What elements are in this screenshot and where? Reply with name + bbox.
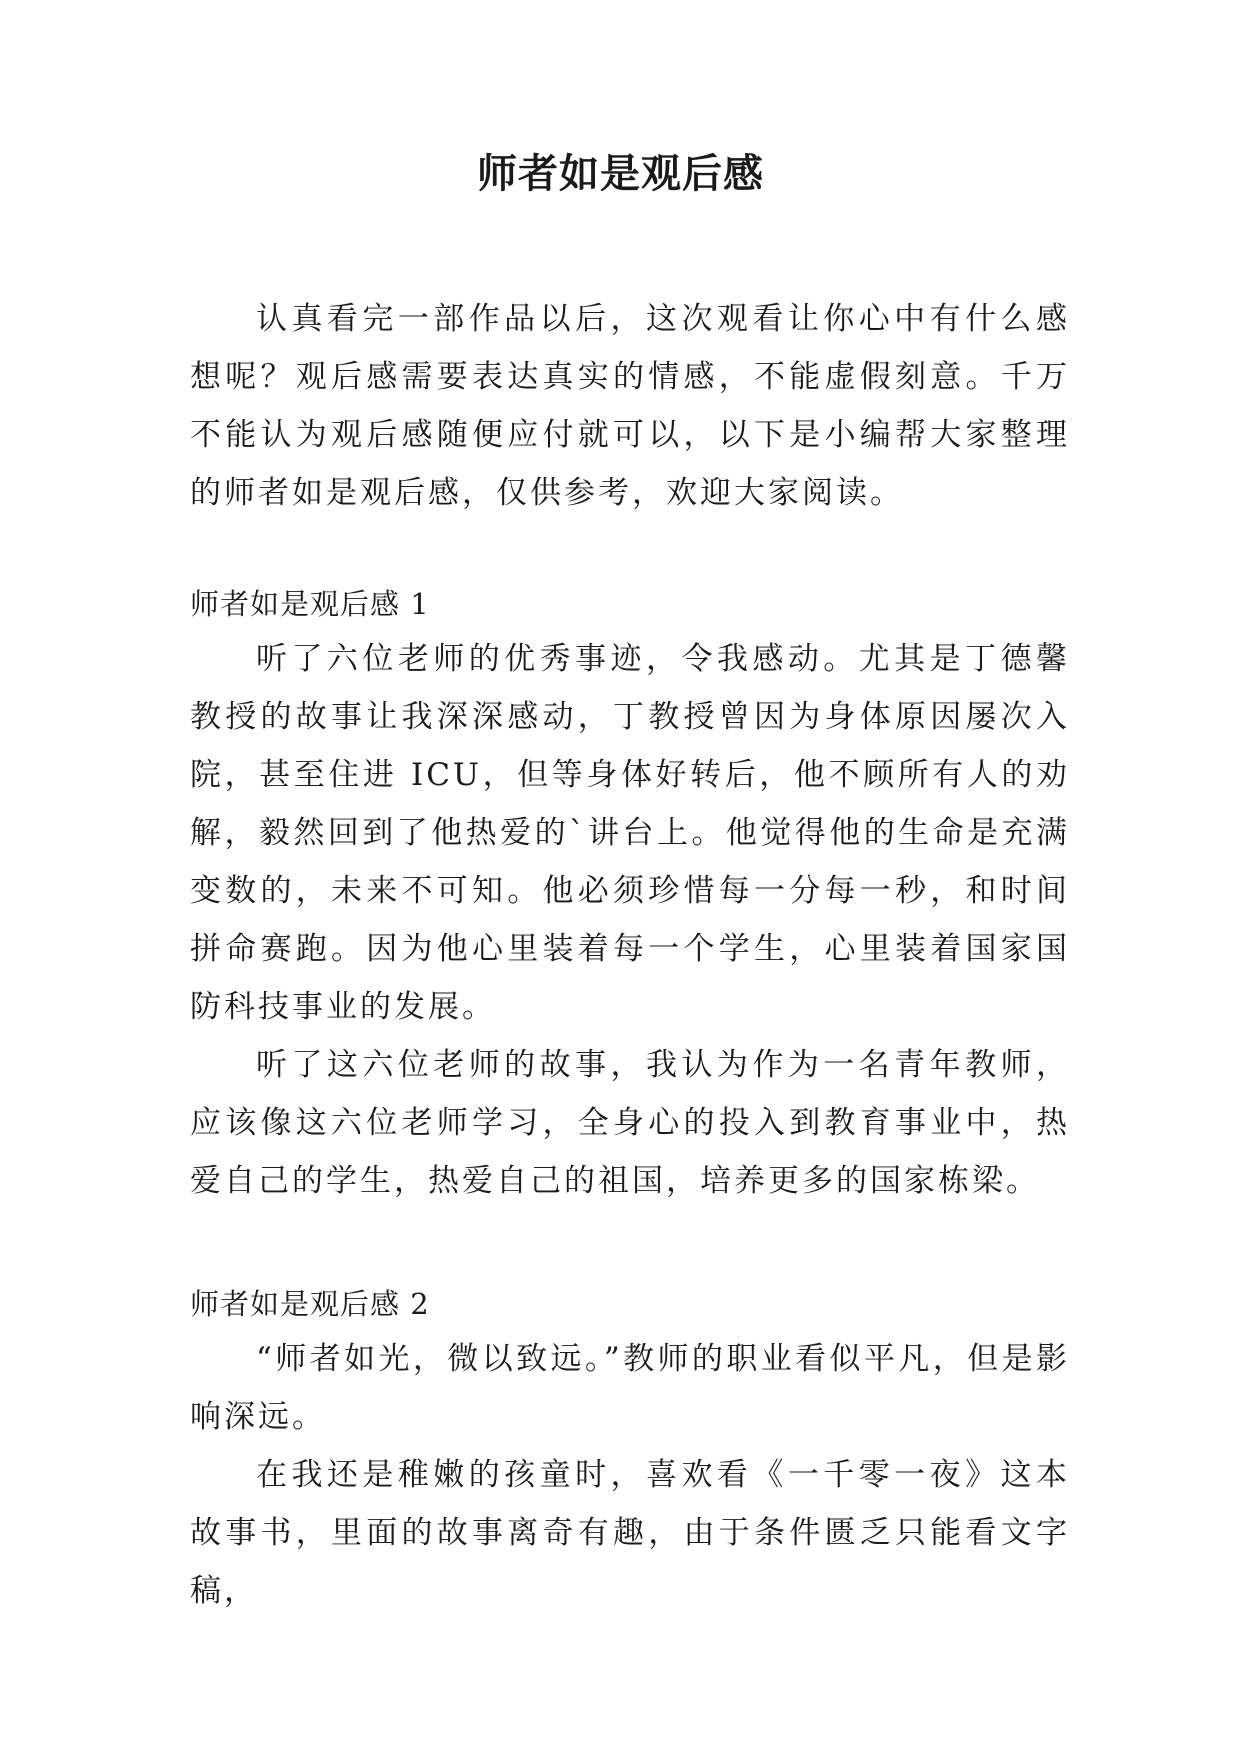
section-2-paragraph-1: “师者如光，微以致远。”教师的职业看似平凡，但是影响深远。 [190,1341,1070,1435]
section-heading-2: 师者如是观后感 2 [190,1287,430,1321]
section-1-paragraph-1: 听了六位老师的优秀事迹，令我感动。尤其是丁德馨教授的故事让我深深感动，丁教授曾因为身体原因屡次入院，甚至住进 ICU，但等身体好转后，他不顾所有人的劝解，毅然回到了他热爱的`讲台上。他觉得他的生命是充满变数的，未来不可知。他必须珍惜每一分每一秒，和时间拼命赛跑。因为他心里装着每一个学生，心里装着国家国防科技事业的发展。 [190,641,1070,1025]
section-heading-1: 师者如是观后感 1 [190,587,430,621]
section-2-paragraph-2: 在我还是稚嫩的孩童时，喜欢看《一千零一夜》这本故事书，里面的故事离奇有趣，由于条件匮乏只能看文字稿， [190,1457,1070,1609]
intro-paragraph: 认真看完一部作品以后，这次观看让你心中有什么感想呢？观后感需要表达真实的情感，不能虚假刻意。千万不能认为观后感随便应付就可以，以下是小编帮大家整理的师者如是观后感，仅供参考，欢迎大家阅读。 [190,301,1070,511]
document-title: 师者如是观后感 [477,151,764,197]
section-1-paragraph-2: 听了这六位老师的故事，我认为作为一名青年教师，应该像这六位老师学习，全身心的投入到教育事业中，热爱自己的学生，热爱自己的祖国，培养更多的国家栋梁。 [190,1047,1070,1199]
